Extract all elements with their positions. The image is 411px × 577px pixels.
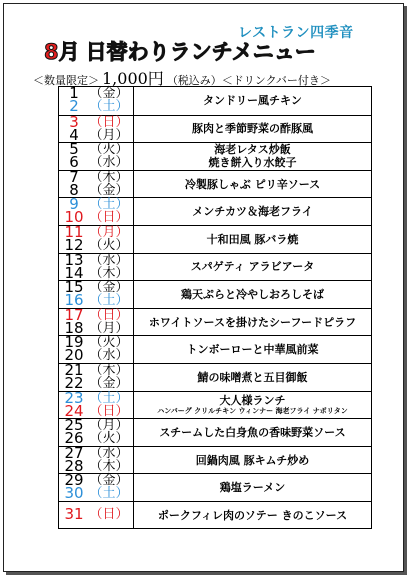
date-cell <box>59 167 134 199</box>
day-number: 31 <box>64 505 84 523</box>
day-number: 11 <box>64 223 84 241</box>
date-cell <box>59 84 134 115</box>
date-line <box>59 484 133 503</box>
weekday: （水） <box>89 155 129 171</box>
date-cell <box>59 443 134 475</box>
date-cell <box>59 388 134 420</box>
menu-table <box>58 86 372 529</box>
weekday: （日） <box>89 210 129 226</box>
day-number: 21 <box>64 361 84 379</box>
day-number: 8 <box>69 180 79 199</box>
day-number: 24 <box>64 401 84 420</box>
dish-cell <box>134 447 371 474</box>
weekday: （金） <box>89 473 129 489</box>
menu-row <box>59 142 371 170</box>
page-title <box>44 36 316 66</box>
dish-name: ホワイトソースを掛けたシーフードピラフ <box>148 315 357 329</box>
day-number: 7 <box>69 167 79 186</box>
title-text: 日替わりランチメニュー <box>85 40 316 64</box>
dish-name: スパゲティ アラビアータ <box>190 260 315 274</box>
dish-cell <box>134 364 371 391</box>
weekday: （木） <box>89 169 129 185</box>
tax-label: （税込み） <box>166 74 222 87</box>
weekday: （日） <box>89 507 129 522</box>
day-number: 20 <box>64 346 84 365</box>
menu-row <box>59 363 371 391</box>
weekday: （火） <box>89 335 129 351</box>
limited-label: ＜数量限定＞ <box>33 74 99 87</box>
dish-cell <box>134 309 371 336</box>
dish-name: 回鍋肉風 豚キムチ炒め <box>195 453 310 467</box>
day-number: 25 <box>64 416 84 435</box>
menu-row <box>59 501 371 529</box>
date-cell <box>59 471 134 503</box>
menu-row <box>59 250 371 282</box>
dish-detail: ハンバーグ クリルチキン ウィンナー 海老フライ ナポリタン <box>157 406 348 415</box>
weekday: （月） <box>89 418 129 434</box>
day-number: 3 <box>69 112 79 131</box>
menu-row <box>59 280 371 308</box>
date-cell <box>59 140 134 172</box>
date-cell <box>59 502 134 529</box>
day-number: 19 <box>64 333 84 352</box>
menu-row <box>59 197 371 225</box>
weekday: （土） <box>89 486 129 502</box>
day-number: 15 <box>64 278 84 297</box>
day-number: 30 <box>64 484 84 503</box>
dish-name: 海老レタス炒飯 <box>214 143 291 157</box>
weekday: （日） <box>89 114 129 130</box>
day-number: 29 <box>64 471 84 490</box>
dish-cell <box>134 281 371 308</box>
dish-cell <box>134 254 371 281</box>
dish-name: 大人様ランチ <box>219 393 286 407</box>
dish-name: タンドリー風チキン <box>203 94 302 108</box>
weekday: （月） <box>89 225 129 240</box>
weekday: （日） <box>89 307 129 323</box>
weekday: （火） <box>89 431 129 447</box>
dish-cell <box>134 171 371 198</box>
day-number: 26 <box>64 429 84 448</box>
dish-cell <box>134 143 371 170</box>
dish-name: 鶏天ぷらと冷やしおろしそば <box>181 287 324 301</box>
day-number: 14 <box>64 263 84 282</box>
dish-cell <box>134 336 371 363</box>
menu-row <box>59 335 371 363</box>
date-line <box>59 97 133 115</box>
weekday: （土） <box>89 293 129 309</box>
date-cell <box>59 223 134 254</box>
date-cell <box>59 333 134 365</box>
weekday: （木） <box>89 458 129 474</box>
menu-row <box>59 84 371 115</box>
dish-name: メンチカツ＆海老フライ <box>192 205 313 219</box>
weekday: （水） <box>89 445 129 461</box>
day-number: 17 <box>64 305 84 324</box>
day-number: 13 <box>64 250 84 269</box>
date-cell <box>59 195 134 227</box>
day-number: 28 <box>64 456 84 475</box>
dish-name: スチームした白身魚の香味野菜ソース <box>159 425 346 439</box>
weekday: （火） <box>89 142 129 158</box>
price-value: 1,000円 <box>102 69 164 88</box>
day-number: 6 <box>69 153 79 172</box>
menu-row <box>59 112 371 144</box>
date-cell <box>59 112 134 144</box>
weekday: （火） <box>89 238 129 253</box>
weekday: （月） <box>89 320 129 336</box>
dish-name: ポークフィレ肉のソテー きのこソース <box>157 508 348 522</box>
day-number: 2 <box>69 97 79 115</box>
dish-name: 鶏塩ラーメン <box>219 481 286 495</box>
weekday: （月） <box>89 127 129 143</box>
dish-name: 鯖の味噌煮と五目御飯 <box>197 370 308 384</box>
dish-cell <box>134 392 371 419</box>
dish-cell <box>134 198 371 225</box>
date-cell <box>59 416 134 448</box>
day-number: 4 <box>69 125 79 144</box>
dish-cell <box>134 87 371 115</box>
menu-row <box>59 443 371 475</box>
date-line <box>59 505 133 523</box>
weekday: （土） <box>89 99 129 114</box>
day-number: 27 <box>64 443 84 462</box>
day-number: 10 <box>64 208 84 227</box>
dish-name: 十和田風 豚バラ焼 <box>206 232 299 246</box>
drink-label: ＜ドリンクバー付き＞ <box>221 74 331 87</box>
day-number: 12 <box>64 236 84 254</box>
dish-name: 豚肉と季節野菜の酢豚風 <box>192 122 313 136</box>
restaurant-name: レストラン四季音 <box>238 25 354 41</box>
weekday: （水） <box>89 252 129 268</box>
date-cell <box>59 361 134 392</box>
menu-row <box>59 167 371 199</box>
weekday: （土） <box>89 390 129 406</box>
day-number: 5 <box>69 140 79 159</box>
weekday: （木） <box>89 265 129 281</box>
dish-cell <box>134 502 371 529</box>
day-number: 18 <box>64 318 84 337</box>
menu-row <box>59 388 371 420</box>
day-number: 23 <box>64 388 84 407</box>
day-number: 9 <box>69 195 79 214</box>
menu-row <box>59 418 371 446</box>
day-number: 1 <box>69 84 79 102</box>
menu-row <box>59 305 371 337</box>
weekday: （木） <box>89 363 129 378</box>
date-cell <box>59 278 134 310</box>
menu-row <box>59 225 371 253</box>
weekday: （金） <box>89 182 129 198</box>
dish-cell <box>134 116 371 143</box>
date-cell <box>59 305 134 337</box>
day-number: 16 <box>64 291 84 310</box>
dish-name: トンボーローと中華風前菜 <box>186 343 319 357</box>
dish-name: 冷製豚しゃぶ ピリ辛ソース <box>184 177 321 191</box>
dish-cell <box>134 226 371 253</box>
weekday: （土） <box>89 197 129 213</box>
weekday: （水） <box>89 348 129 364</box>
menu-row <box>59 473 371 501</box>
dish-cell <box>134 419 371 446</box>
weekday: （金） <box>89 376 129 391</box>
title-month: 8月 <box>44 40 80 64</box>
day-number: 22 <box>64 374 84 392</box>
weekday: （日） <box>89 403 129 419</box>
date-cell <box>59 250 134 282</box>
weekday: （金） <box>89 280 129 296</box>
dish-name: 焼き餅入り水餃子 <box>208 156 297 170</box>
dish-cell <box>134 474 371 501</box>
weekday: （金） <box>89 86 129 101</box>
